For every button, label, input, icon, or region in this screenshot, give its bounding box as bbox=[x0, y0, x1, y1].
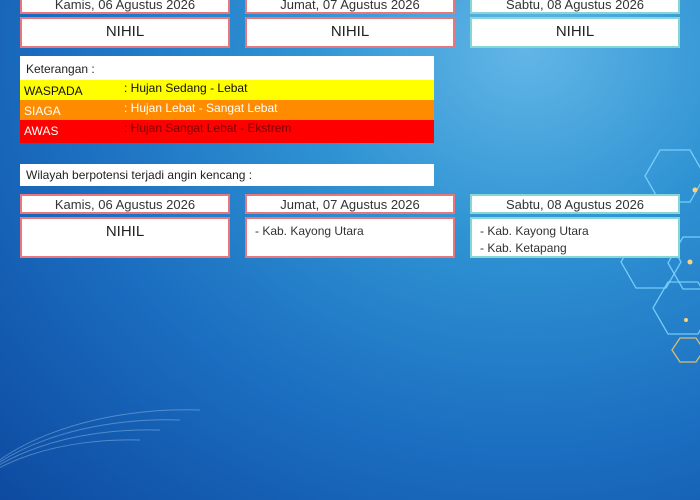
wind-section-title: Wilayah berpotensi terjadi angin kencang : bbox=[20, 164, 434, 186]
wind-list-2 bbox=[245, 217, 455, 258]
legend-desc: : Hujan Lebat - Sangat Lebat bbox=[124, 101, 278, 115]
rain-value-1: NIHIL bbox=[20, 17, 230, 48]
list-item: - Kab. Ketapang bbox=[480, 241, 567, 255]
legend-desc: : Hujan Sedang - Lebat bbox=[124, 81, 248, 95]
legend-title: Keterangan : bbox=[26, 62, 95, 76]
wind-value-1: NIHIL bbox=[20, 217, 230, 258]
legend-code: AWAS bbox=[24, 124, 59, 138]
rain-value-3: NIHIL bbox=[470, 17, 680, 48]
rain-date-header-1: Kamis, 06 Agustus 2026 bbox=[20, 0, 230, 14]
list-item: - Kab. Kayong Utara bbox=[480, 224, 589, 238]
legend-row-siaga bbox=[20, 100, 434, 120]
wind-date-header-3: Sabtu, 08 Agustus 2026 bbox=[470, 194, 680, 214]
rain-date-header-2: Jumat, 07 Agustus 2026 bbox=[245, 0, 455, 14]
legend-box bbox=[20, 56, 434, 143]
legend-row-awas bbox=[20, 120, 434, 143]
rain-date-header-3: Sabtu, 08 Agustus 2026 bbox=[470, 0, 680, 14]
wind-date-header-1: Kamis, 06 Agustus 2026 bbox=[20, 194, 230, 214]
legend-code: WASPADA bbox=[24, 84, 83, 98]
legend-desc: : Hujan Sangat Lebat - Ekstrem bbox=[124, 121, 292, 135]
rain-value-2: NIHIL bbox=[245, 17, 455, 48]
wind-date-header-2: Jumat, 07 Agustus 2026 bbox=[245, 194, 455, 214]
list-item: - Kab. Kayong Utara bbox=[255, 224, 364, 238]
wind-list-3 bbox=[470, 217, 680, 258]
legend-code: SIAGA bbox=[24, 104, 61, 118]
legend-row-waspada bbox=[20, 80, 434, 100]
